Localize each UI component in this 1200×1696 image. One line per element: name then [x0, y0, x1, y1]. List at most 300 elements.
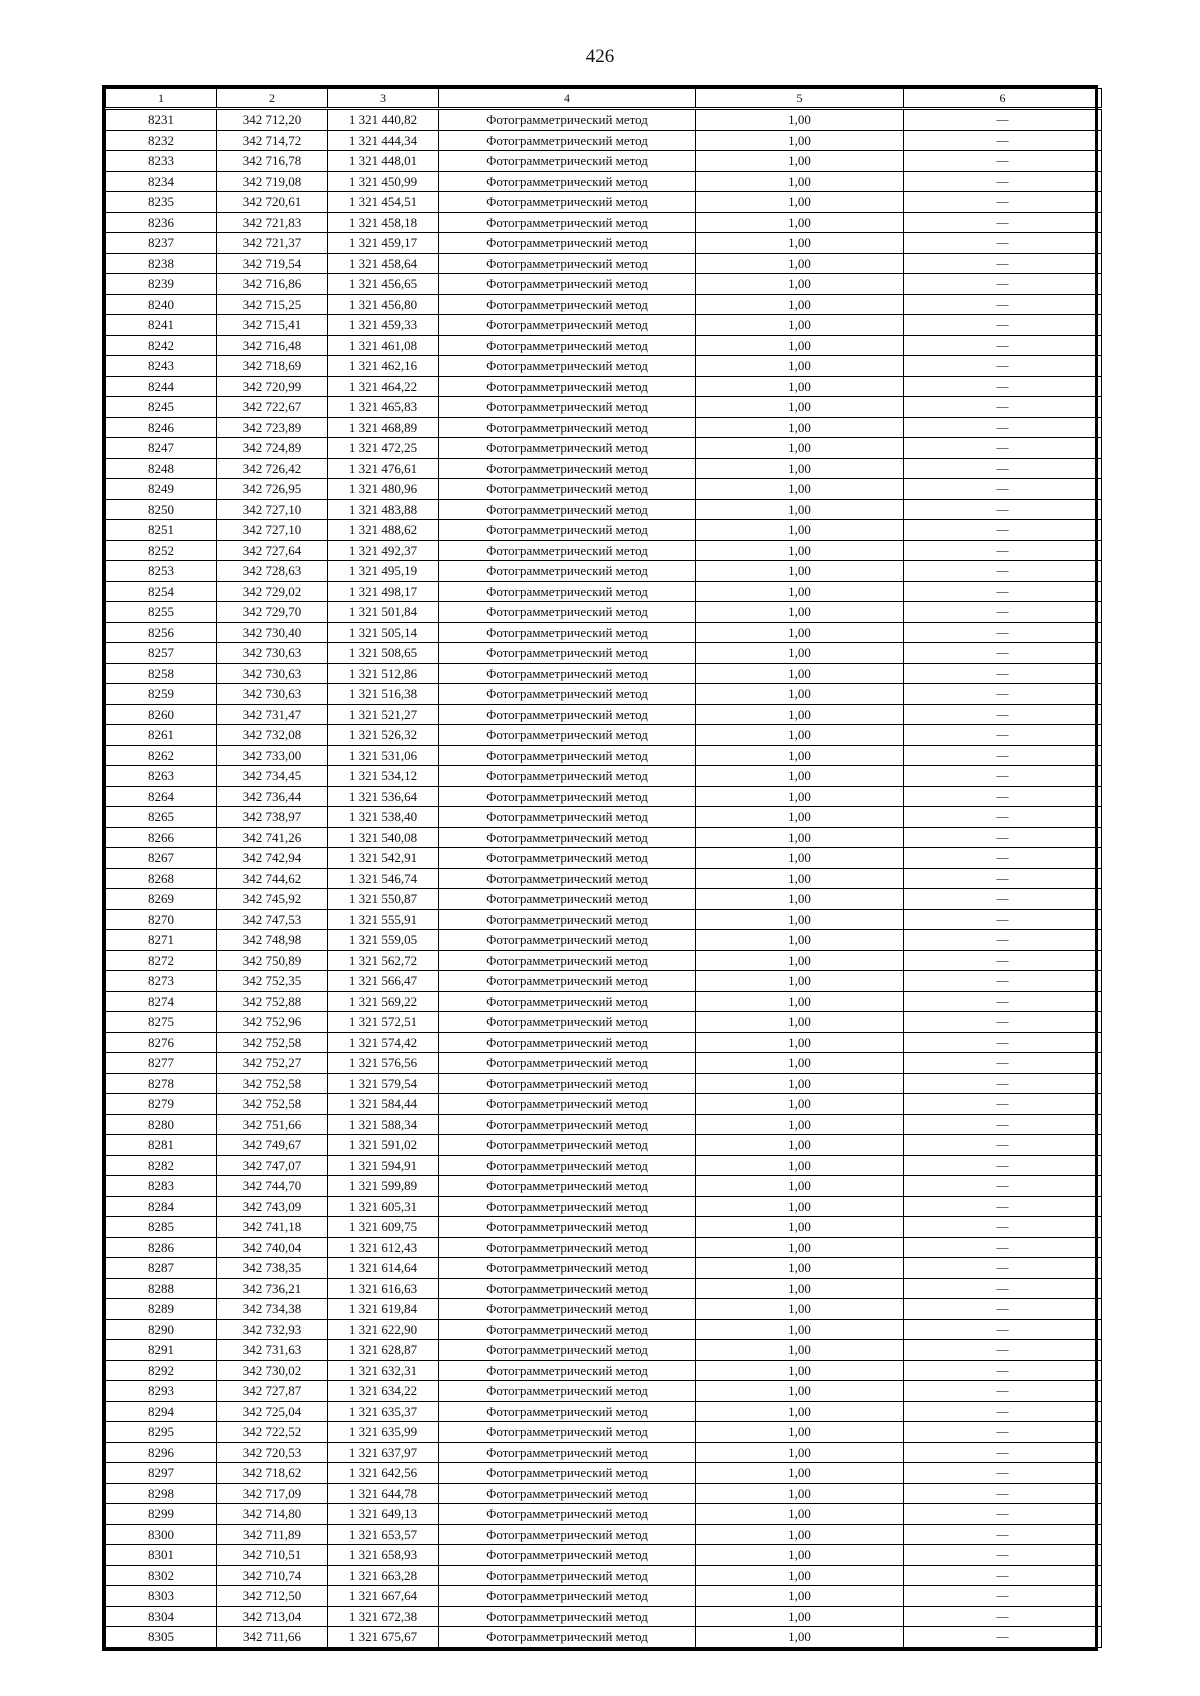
- table-cell: 1 321 653,57: [328, 1524, 439, 1545]
- table-cell: 342 719,08: [217, 171, 328, 192]
- table-cell: Фотограмметрический метод: [439, 315, 696, 336]
- table-cell: 1 321 599,89: [328, 1176, 439, 1197]
- table-cell: 8302: [106, 1565, 217, 1586]
- table-cell: 8273: [106, 971, 217, 992]
- table-cell: —: [904, 1565, 1102, 1586]
- table-cell: Фотограмметрический метод: [439, 1237, 696, 1258]
- table-cell: 8267: [106, 848, 217, 869]
- table-cell: Фотограмметрический метод: [439, 335, 696, 356]
- table-cell: 342 712,50: [217, 1586, 328, 1607]
- table-cell: 342 731,47: [217, 704, 328, 725]
- table-cell: 342 752,58: [217, 1032, 328, 1053]
- table-cell: 1,00: [696, 807, 904, 828]
- table-cell: 1 321 462,16: [328, 356, 439, 377]
- table-cell: 1 321 495,19: [328, 561, 439, 582]
- table-row: [106, 930, 1102, 951]
- table-row: [106, 376, 1102, 397]
- table-row: [106, 253, 1102, 274]
- table-row: [106, 1217, 1102, 1238]
- table-cell: 1 321 632,31: [328, 1360, 439, 1381]
- table-cell: 8238: [106, 253, 217, 274]
- table-cell: 1,00: [696, 1524, 904, 1545]
- table-cell: 1,00: [696, 1114, 904, 1135]
- table-cell: Фотограмметрический метод: [439, 499, 696, 520]
- table-cell: 342 743,09: [217, 1196, 328, 1217]
- table-cell: Фотограмметрический метод: [439, 807, 696, 828]
- table-cell: 1 321 644,78: [328, 1483, 439, 1504]
- column-header: 1: [106, 89, 217, 109]
- table-cell: —: [904, 991, 1102, 1012]
- table-cell: 1 321 579,54: [328, 1073, 439, 1094]
- table-cell: 342 720,53: [217, 1442, 328, 1463]
- table-cell: 8303: [106, 1586, 217, 1607]
- table-cell: —: [904, 1483, 1102, 1504]
- table-cell: 1,00: [696, 233, 904, 254]
- table-cell: 8242: [106, 335, 217, 356]
- table-cell: Фотограмметрический метод: [439, 192, 696, 213]
- column-header: 3: [328, 89, 439, 109]
- table-cell: —: [904, 294, 1102, 315]
- table-cell: 342 742,94: [217, 848, 328, 869]
- table-cell: 1,00: [696, 1463, 904, 1484]
- table-cell: Фотограмметрический метод: [439, 868, 696, 889]
- table-cell: 342 749,67: [217, 1135, 328, 1156]
- table-cell: 342 717,09: [217, 1483, 328, 1504]
- table-cell: —: [904, 1032, 1102, 1053]
- table-cell: Фотограмметрический метод: [439, 581, 696, 602]
- table-cell: —: [904, 1545, 1102, 1566]
- table-cell: Фотограмметрический метод: [439, 1401, 696, 1422]
- table-row: [106, 212, 1102, 233]
- table-cell: 342 747,07: [217, 1155, 328, 1176]
- table-cell: —: [904, 233, 1102, 254]
- table-cell: Фотограмметрический метод: [439, 1258, 696, 1279]
- table-cell: 1,00: [696, 479, 904, 500]
- table-cell: Фотограмметрический метод: [439, 1360, 696, 1381]
- table-cell: 342 744,62: [217, 868, 328, 889]
- table-cell: Фотограмметрический метод: [439, 1504, 696, 1525]
- table-cell: Фотограмметрический метод: [439, 151, 696, 172]
- table-cell: 1,00: [696, 1196, 904, 1217]
- table-cell: 8259: [106, 684, 217, 705]
- table-cell: 342 748,98: [217, 930, 328, 951]
- table-cell: 1,00: [696, 109, 904, 131]
- table-cell: —: [904, 1237, 1102, 1258]
- table-row: [106, 1032, 1102, 1053]
- table-cell: 342 730,40: [217, 622, 328, 643]
- table-cell: 8262: [106, 745, 217, 766]
- table-cell: 1,00: [696, 725, 904, 746]
- table-cell: —: [904, 1360, 1102, 1381]
- table-row: [106, 1360, 1102, 1381]
- table-cell: 1,00: [696, 1627, 904, 1648]
- table-cell: 1 321 454,51: [328, 192, 439, 213]
- table-cell: 8234: [106, 171, 217, 192]
- table-cell: —: [904, 1094, 1102, 1115]
- table-cell: 8272: [106, 950, 217, 971]
- table-cell: 8287: [106, 1258, 217, 1279]
- table-cell: Фотограмметрический метод: [439, 725, 696, 746]
- table-cell: Фотограмметрический метод: [439, 1442, 696, 1463]
- table-cell: —: [904, 909, 1102, 930]
- table-cell: 8299: [106, 1504, 217, 1525]
- table-cell: —: [904, 1217, 1102, 1238]
- table-cell: 1,00: [696, 1565, 904, 1586]
- table-row: [106, 1258, 1102, 1279]
- table-cell: 1 321 634,22: [328, 1381, 439, 1402]
- table-header-row: [106, 89, 1102, 109]
- table-cell: 8289: [106, 1299, 217, 1320]
- table-cell: —: [904, 253, 1102, 274]
- table-cell: —: [904, 930, 1102, 951]
- table-cell: 342 727,64: [217, 540, 328, 561]
- table-cell: —: [904, 438, 1102, 459]
- table-row: [106, 356, 1102, 377]
- table-row: [106, 151, 1102, 172]
- table-cell: —: [904, 725, 1102, 746]
- table-cell: 342 711,66: [217, 1627, 328, 1648]
- table-cell: —: [904, 786, 1102, 807]
- table-cell: —: [904, 1012, 1102, 1033]
- table-cell: 1 321 512,86: [328, 663, 439, 684]
- table-cell: 1,00: [696, 1483, 904, 1504]
- table-row: [106, 1606, 1102, 1627]
- table-cell: 8279: [106, 1094, 217, 1115]
- table-cell: Фотограмметрический метод: [439, 889, 696, 910]
- table-row: [106, 1114, 1102, 1135]
- table-cell: 342 729,70: [217, 602, 328, 623]
- table-cell: Фотограмметрический метод: [439, 253, 696, 274]
- table-cell: 8232: [106, 130, 217, 151]
- table-cell: 342 731,63: [217, 1340, 328, 1361]
- table-cell: 1 321 605,31: [328, 1196, 439, 1217]
- table-cell: —: [904, 1504, 1102, 1525]
- table-row: [106, 540, 1102, 561]
- table-cell: 1,00: [696, 294, 904, 315]
- table-cell: Фотограмметрический метод: [439, 171, 696, 192]
- table-cell: —: [904, 130, 1102, 151]
- table-cell: 342 710,51: [217, 1545, 328, 1566]
- table-cell: 342 718,62: [217, 1463, 328, 1484]
- table-cell: 1,00: [696, 1258, 904, 1279]
- table-cell: Фотограмметрический метод: [439, 1073, 696, 1094]
- table-cell: 1 321 619,84: [328, 1299, 439, 1320]
- table-cell: 8291: [106, 1340, 217, 1361]
- table-body: [106, 109, 1102, 1648]
- table-row: [106, 971, 1102, 992]
- table-cell: 342 726,95: [217, 479, 328, 500]
- table-cell: 1,00: [696, 1217, 904, 1238]
- coordinates-table: [105, 88, 1102, 1648]
- table-cell: 1,00: [696, 1299, 904, 1320]
- table-cell: Фотограмметрический метод: [439, 397, 696, 418]
- table-cell: 1 321 508,65: [328, 643, 439, 664]
- table-row: [106, 1524, 1102, 1545]
- table-cell: —: [904, 1114, 1102, 1135]
- table-cell: 8260: [106, 704, 217, 725]
- table-cell: 1,00: [696, 171, 904, 192]
- table-cell: Фотограмметрический метод: [439, 1032, 696, 1053]
- table-row: [106, 294, 1102, 315]
- table-row: [106, 643, 1102, 664]
- table-row: [106, 171, 1102, 192]
- table-cell: Фотограмметрический метод: [439, 622, 696, 643]
- table-cell: 1 321 456,65: [328, 274, 439, 295]
- table-row: [106, 991, 1102, 1012]
- table-cell: 1,00: [696, 561, 904, 582]
- table-cell: 1,00: [696, 602, 904, 623]
- table-row: [106, 1012, 1102, 1033]
- table-cell: —: [904, 745, 1102, 766]
- table-row: [106, 1073, 1102, 1094]
- table-cell: —: [904, 807, 1102, 828]
- table-cell: Фотограмметрический метод: [439, 438, 696, 459]
- table-cell: 1 321 501,84: [328, 602, 439, 623]
- table-cell: Фотограмметрический метод: [439, 561, 696, 582]
- table-cell: 1 321 675,67: [328, 1627, 439, 1648]
- table-cell: 342 721,83: [217, 212, 328, 233]
- table-cell: 342 747,53: [217, 909, 328, 930]
- table-cell: 1,00: [696, 1340, 904, 1361]
- table-cell: 1 321 459,17: [328, 233, 439, 254]
- table-cell: 1 321 534,12: [328, 766, 439, 787]
- table-cell: 1,00: [696, 950, 904, 971]
- table-row: [106, 130, 1102, 151]
- table-cell: 1,00: [696, 520, 904, 541]
- table-cell: Фотограмметрический метод: [439, 1217, 696, 1238]
- table-cell: 1,00: [696, 1586, 904, 1607]
- table-cell: 1,00: [696, 376, 904, 397]
- table-cell: Фотограмметрический метод: [439, 1524, 696, 1545]
- table-cell: 1 321 472,25: [328, 438, 439, 459]
- table-cell: Фотограмметрический метод: [439, 1094, 696, 1115]
- table-cell: Фотограмметрический метод: [439, 786, 696, 807]
- table-cell: 1,00: [696, 1319, 904, 1340]
- table-cell: —: [904, 889, 1102, 910]
- table-cell: —: [904, 1401, 1102, 1422]
- table-row: [106, 561, 1102, 582]
- table-cell: Фотограмметрический метод: [439, 1565, 696, 1586]
- table-cell: 1,00: [696, 1360, 904, 1381]
- table-cell: 342 726,42: [217, 458, 328, 479]
- table-row: [106, 109, 1102, 131]
- table-row: [106, 397, 1102, 418]
- table-cell: 342 738,97: [217, 807, 328, 828]
- table-cell: —: [904, 1319, 1102, 1340]
- table-cell: —: [904, 171, 1102, 192]
- table-cell: 1 321 448,01: [328, 151, 439, 172]
- table-cell: —: [904, 1053, 1102, 1074]
- table-cell: 342 752,96: [217, 1012, 328, 1033]
- table-cell: 342 752,27: [217, 1053, 328, 1074]
- table-row: [106, 1299, 1102, 1320]
- table-cell: 1 321 588,34: [328, 1114, 439, 1135]
- table-row: [106, 868, 1102, 889]
- table-row: [106, 1135, 1102, 1156]
- table-row: [106, 335, 1102, 356]
- table-cell: 8249: [106, 479, 217, 500]
- table-cell: 8271: [106, 930, 217, 951]
- table-cell: 342 740,04: [217, 1237, 328, 1258]
- table-cell: Фотограмметрический метод: [439, 1463, 696, 1484]
- table-cell: Фотограмметрический метод: [439, 109, 696, 131]
- table-cell: 8233: [106, 151, 217, 172]
- table-cell: Фотограмметрический метод: [439, 1278, 696, 1299]
- table-cell: 1 321 572,51: [328, 1012, 439, 1033]
- table-cell: 8250: [106, 499, 217, 520]
- table-cell: 1,00: [696, 1155, 904, 1176]
- table-cell: 1,00: [696, 1073, 904, 1094]
- table-cell: 1,00: [696, 212, 904, 233]
- table-cell: 8281: [106, 1135, 217, 1156]
- table-cell: 1 321 458,18: [328, 212, 439, 233]
- table-cell: 1,00: [696, 889, 904, 910]
- table-cell: 342 752,58: [217, 1094, 328, 1115]
- table-cell: 1,00: [696, 766, 904, 787]
- table-cell: Фотограмметрический метод: [439, 684, 696, 705]
- table-cell: 1 321 516,38: [328, 684, 439, 705]
- table-row: [106, 1381, 1102, 1402]
- table-row: [106, 663, 1102, 684]
- table-cell: 342 752,35: [217, 971, 328, 992]
- table-cell: Фотограмметрический метод: [439, 458, 696, 479]
- table-cell: 1,00: [696, 151, 904, 172]
- table-cell: 8246: [106, 417, 217, 438]
- table-cell: 1 321 546,74: [328, 868, 439, 889]
- table-cell: Фотограмметрический метод: [439, 1053, 696, 1074]
- table-cell: 342 715,25: [217, 294, 328, 315]
- table-cell: 8270: [106, 909, 217, 930]
- table-cell: 8269: [106, 889, 217, 910]
- table-cell: 1 321 461,08: [328, 335, 439, 356]
- table-cell: 342 734,45: [217, 766, 328, 787]
- table-cell: Фотограмметрический метод: [439, 1155, 696, 1176]
- table-row: [106, 274, 1102, 295]
- table-cell: 8231: [106, 109, 217, 131]
- table-cell: 1 321 637,97: [328, 1442, 439, 1463]
- table-cell: —: [904, 1176, 1102, 1197]
- table-cell: —: [904, 766, 1102, 787]
- table-cell: Фотограмметрический метод: [439, 233, 696, 254]
- table-cell: 342 750,89: [217, 950, 328, 971]
- table-row: [106, 1422, 1102, 1443]
- table-cell: 1 321 456,80: [328, 294, 439, 315]
- table-cell: 8247: [106, 438, 217, 459]
- table-cell: Фотограмметрический метод: [439, 827, 696, 848]
- table-row: [106, 1176, 1102, 1197]
- table-cell: 1 321 658,93: [328, 1545, 439, 1566]
- table-row: [106, 1053, 1102, 1074]
- table-cell: 1,00: [696, 1094, 904, 1115]
- table-cell: 342 727,10: [217, 499, 328, 520]
- table-cell: 1,00: [696, 356, 904, 377]
- table-cell: —: [904, 1422, 1102, 1443]
- table-cell: 1,00: [696, 1422, 904, 1443]
- table-cell: 1,00: [696, 848, 904, 869]
- table-cell: 1 321 594,91: [328, 1155, 439, 1176]
- table-cell: Фотограмметрический метод: [439, 1586, 696, 1607]
- table-cell: 1,00: [696, 643, 904, 664]
- table-cell: 1 321 576,56: [328, 1053, 439, 1074]
- table-cell: Фотограмметрический метод: [439, 1381, 696, 1402]
- table-row: [106, 458, 1102, 479]
- table-cell: Фотограмметрический метод: [439, 663, 696, 684]
- table-cell: Фотограмметрический метод: [439, 745, 696, 766]
- table-cell: Фотограмметрический метод: [439, 376, 696, 397]
- table-cell: 342 710,74: [217, 1565, 328, 1586]
- table-cell: 8277: [106, 1053, 217, 1074]
- table-cell: 1,00: [696, 274, 904, 295]
- table-cell: Фотограмметрический метод: [439, 1340, 696, 1361]
- table-cell: —: [904, 1278, 1102, 1299]
- table-cell: 1,00: [696, 1278, 904, 1299]
- table-cell: 1,00: [696, 971, 904, 992]
- column-header: 5: [696, 89, 904, 109]
- table-cell: 8265: [106, 807, 217, 828]
- table-cell: 8280: [106, 1114, 217, 1135]
- table-cell: 1,00: [696, 335, 904, 356]
- table-cell: 342 714,80: [217, 1504, 328, 1525]
- table-cell: —: [904, 848, 1102, 869]
- page-number: 426: [585, 46, 615, 67]
- table-cell: Фотограмметрический метод: [439, 1606, 696, 1627]
- table-cell: 8268: [106, 868, 217, 889]
- table-cell: Фотограмметрический метод: [439, 1012, 696, 1033]
- table-cell: 1 321 458,64: [328, 253, 439, 274]
- table-cell: 8283: [106, 1176, 217, 1197]
- table-cell: 8239: [106, 274, 217, 295]
- table-cell: —: [904, 417, 1102, 438]
- table-cell: 1 321 642,56: [328, 1463, 439, 1484]
- table-cell: —: [904, 602, 1102, 623]
- table-cell: 342 752,58: [217, 1073, 328, 1094]
- table-cell: Фотограмметрический метод: [439, 417, 696, 438]
- table-cell: 1 321 531,06: [328, 745, 439, 766]
- table-cell: 8255: [106, 602, 217, 623]
- table-cell: 1 321 526,32: [328, 725, 439, 746]
- table-cell: 1 321 569,22: [328, 991, 439, 1012]
- table-cell: —: [904, 540, 1102, 561]
- table-cell: 1 321 609,75: [328, 1217, 439, 1238]
- table-cell: 1,00: [696, 991, 904, 1012]
- table-cell: 1 321 559,05: [328, 930, 439, 951]
- table-cell: 1 321 498,17: [328, 581, 439, 602]
- table-cell: 1,00: [696, 684, 904, 705]
- table-row: [106, 1586, 1102, 1607]
- table-cell: 342 723,89: [217, 417, 328, 438]
- table-cell: —: [904, 663, 1102, 684]
- table-cell: 342 745,92: [217, 889, 328, 910]
- table-cell: 1,00: [696, 253, 904, 274]
- table-cell: —: [904, 520, 1102, 541]
- table-cell: —: [904, 1258, 1102, 1279]
- table-cell: Фотограмметрический метод: [439, 1135, 696, 1156]
- table-cell: Фотограмметрический метод: [439, 1319, 696, 1340]
- table-cell: 8294: [106, 1401, 217, 1422]
- table-cell: —: [904, 192, 1102, 213]
- table-cell: Фотограмметрический метод: [439, 602, 696, 623]
- table-cell: 1 321 505,14: [328, 622, 439, 643]
- table-cell: 342 741,26: [217, 827, 328, 848]
- table-cell: 1,00: [696, 397, 904, 418]
- table-cell: 8275: [106, 1012, 217, 1033]
- table-row: [106, 807, 1102, 828]
- table-cell: 1,00: [696, 663, 904, 684]
- table-cell: 8304: [106, 1606, 217, 1627]
- table-cell: Фотограмметрический метод: [439, 1176, 696, 1197]
- table-cell: —: [904, 868, 1102, 889]
- table-row: [106, 704, 1102, 725]
